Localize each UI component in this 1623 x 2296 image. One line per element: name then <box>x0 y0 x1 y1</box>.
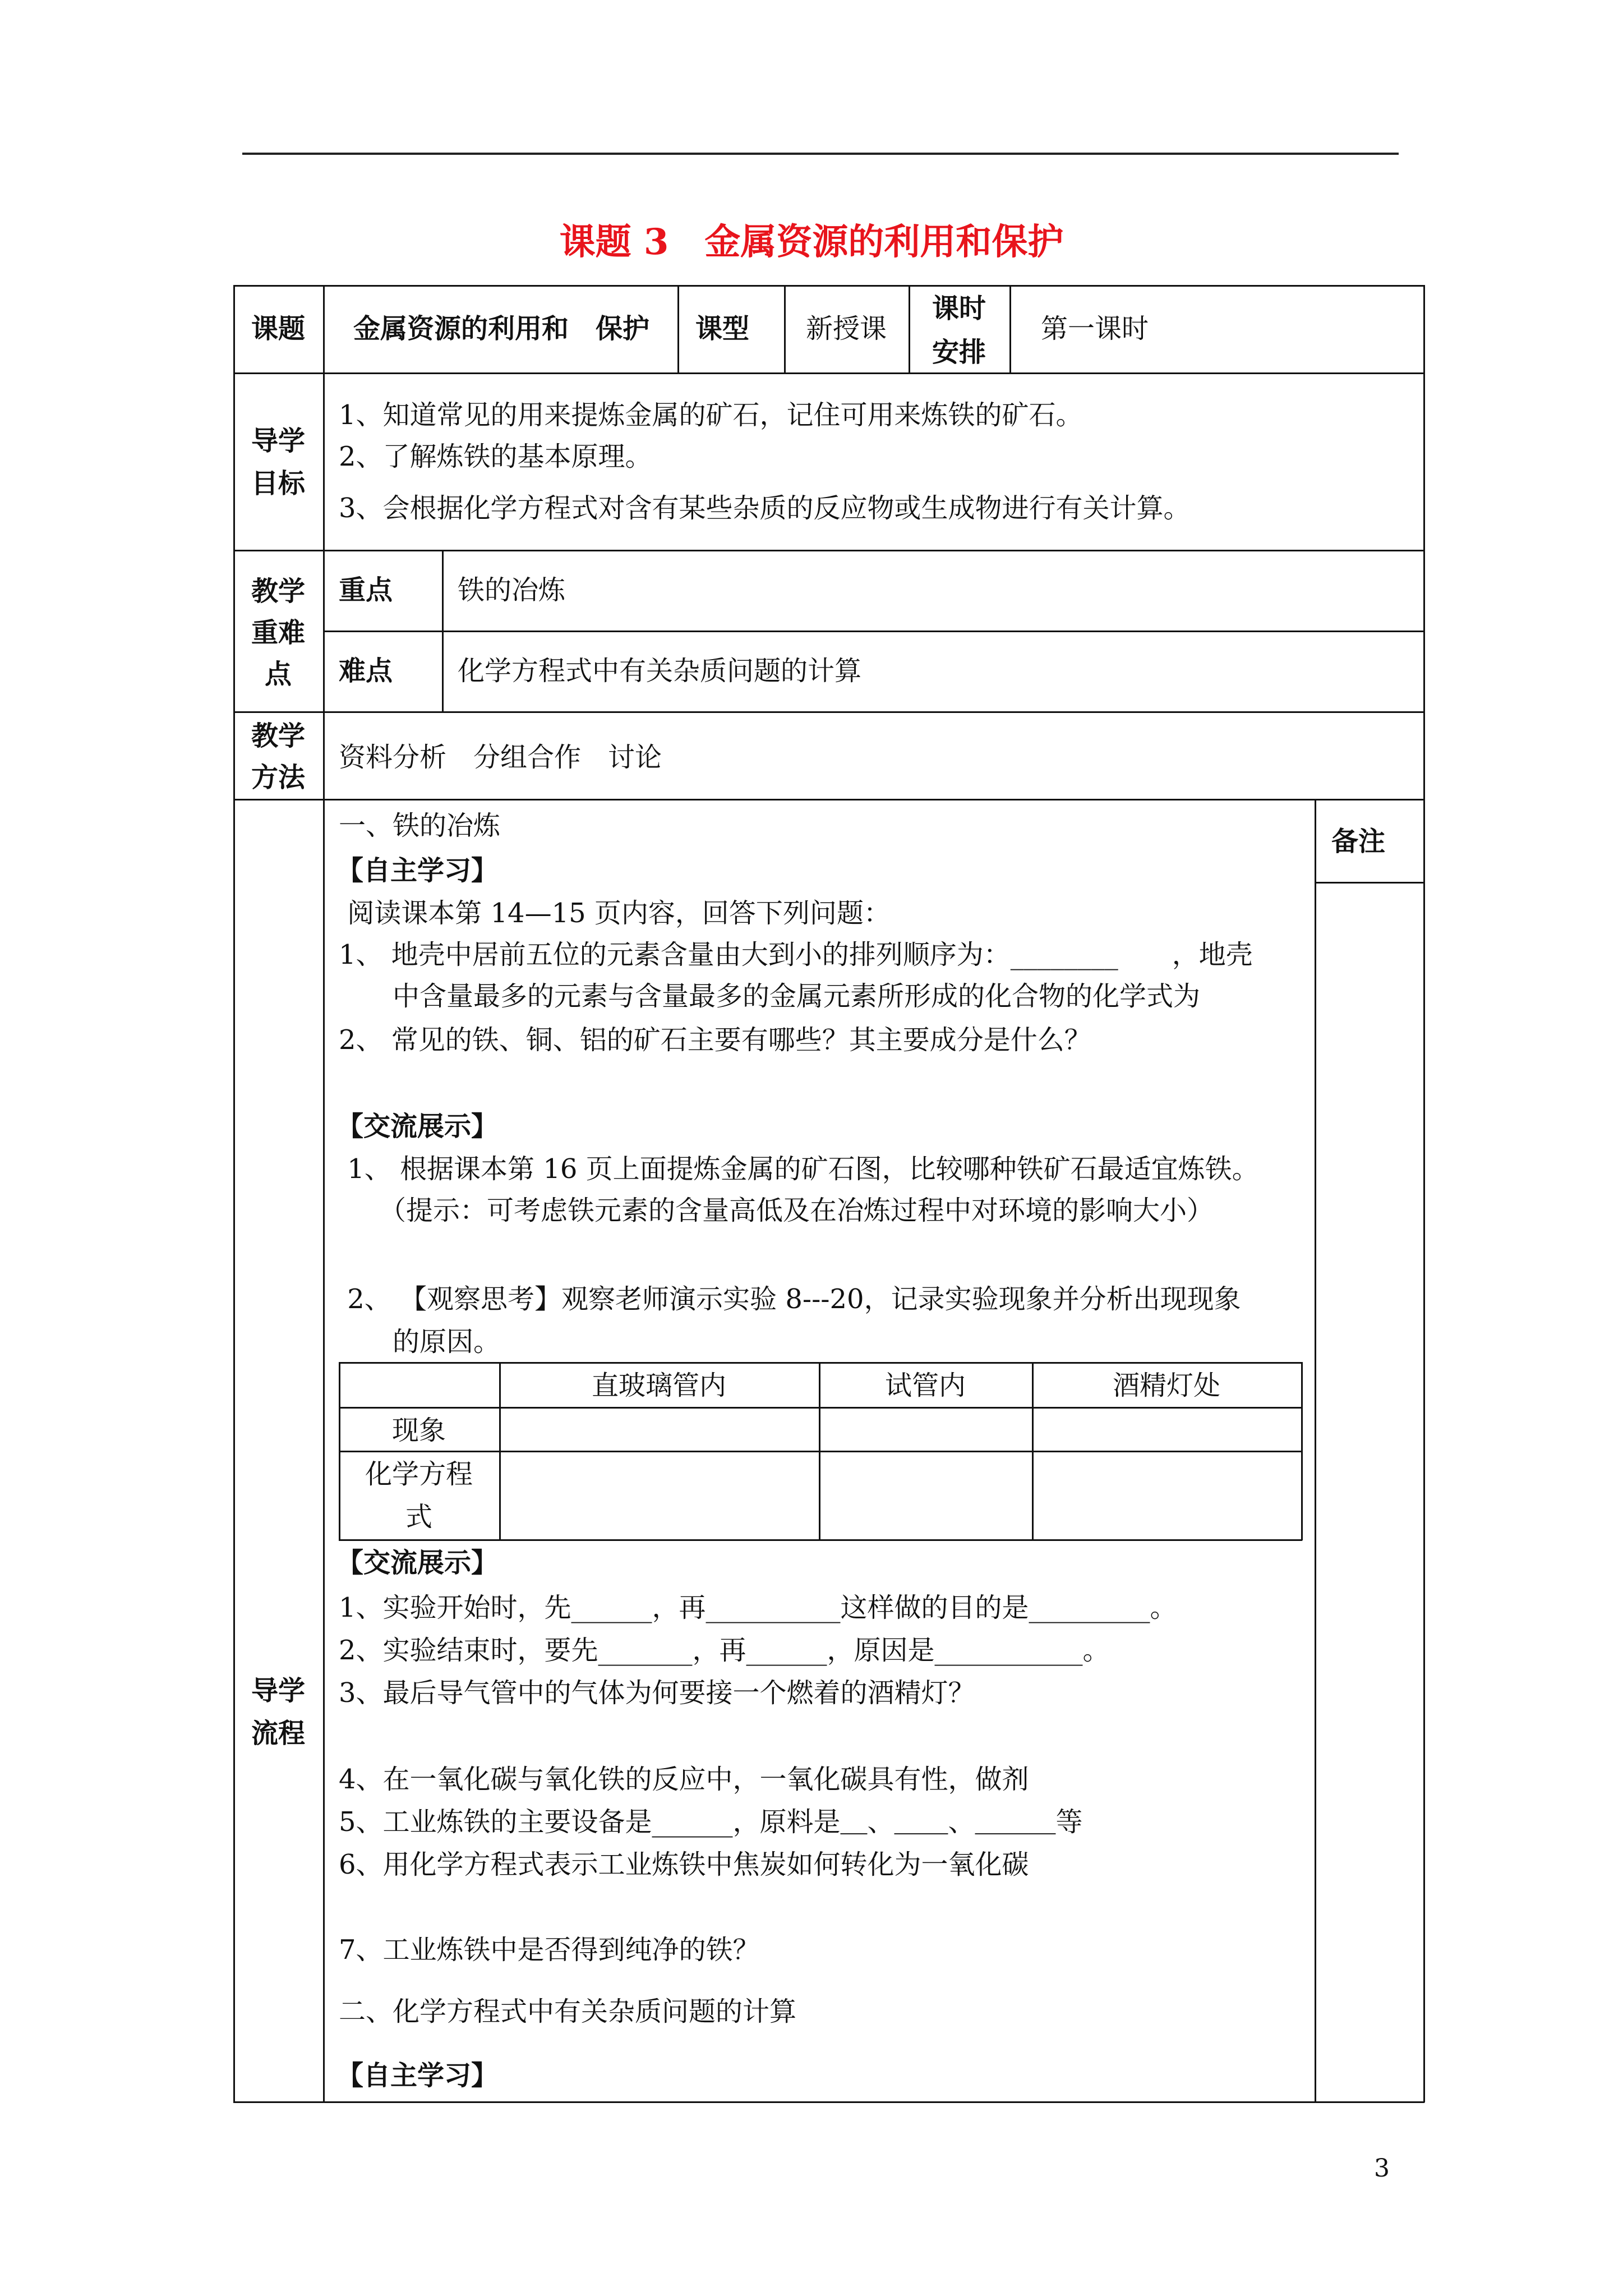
obs-header-lamp: 酒精灯处 <box>1112 1370 1220 1401</box>
difficult-point-value: 化学方程式中有关杂质问题的计算 <box>458 655 862 687</box>
process-line: 阅读课本第 14—15 页内容，回答下列问题： <box>339 898 891 929</box>
topic-label: 课题 <box>251 313 305 344</box>
header-rule <box>242 153 1399 155</box>
objective-item: 2、了解炼铁的基本原理。 <box>339 441 652 472</box>
obs-header-tube: 直玻璃管内 <box>591 1370 726 1401</box>
process-line: 一、铁的冶炼 <box>339 810 501 841</box>
process-line: 1、 根据课本第 16 页上面提炼金属的矿石图，比较哪种铁矿石最适宜炼铁。 <box>339 1153 1259 1185</box>
process-line: 2、 常见的铁、铜、铝的矿石主要有哪些？其主要成分是什么？ <box>339 1024 1091 1056</box>
process-line: 二、化学方程式中有关杂质问题的计算 <box>339 1996 797 2027</box>
obs-row-equation-2: 式 <box>405 1501 432 1533</box>
process-line: 【交流展示】 <box>336 1111 499 1142</box>
schedule-value: 第一课时 <box>1041 313 1149 344</box>
process-line: 2、 【观察思考】观察老师演示实验 8---20，记录实验现象并分析出现现象 <box>339 1283 1241 1315</box>
type-label: 课型 <box>695 313 750 344</box>
process-label-2: 流程 <box>251 1718 305 1749</box>
process-line: 6、用化学方程式表示工业炼铁中焦炭如何转化为一氧化碳 <box>339 1849 1029 1880</box>
remark-label: 备注 <box>1331 826 1386 857</box>
keypoints-label-1: 教学 <box>251 576 305 607</box>
key-point-label: 重点 <box>339 574 393 606</box>
objective-item: 3、会根据化学方程式对含有某些杂质的反应物或生成物进行有关计算。 <box>339 493 1191 524</box>
method-value: 资料分析 分组合作 讨论 <box>339 742 662 773</box>
process-line: 1、 地壳中居前五位的元素含量由大到小的排列顺序为：________ ，地壳 <box>339 939 1253 970</box>
method-label-1: 教学 <box>251 720 305 752</box>
keypoints-label-3: 点 <box>264 659 292 690</box>
difficult-point-label: 难点 <box>339 655 393 687</box>
process-line: 4、在一氧化碳与氧化铁的反应中，一氧化碳具有性，做剂 <box>339 1764 1029 1795</box>
process-line: 【自主学习】 <box>336 2060 499 2091</box>
keypoints-label-2: 重难 <box>251 617 305 648</box>
process-line: 的原因。 <box>339 1326 501 1358</box>
type-value: 新授课 <box>805 313 887 344</box>
process-line: 2、实验结束时，要先_______，再______，原因是___________。 <box>339 1635 1110 1666</box>
objectives-label-1: 导学 <box>251 425 305 457</box>
obs-row-equation-1: 化学方程 <box>365 1458 473 1490</box>
method-label-2: 方法 <box>251 762 305 793</box>
process-line: 中含量最多的元素与含量最多的金属元素所形成的化合物的化学式为 <box>339 981 1201 1012</box>
schedule-label-1: 课时 <box>932 293 986 324</box>
page-number: 3 <box>1374 2154 1390 2183</box>
key-point-value: 铁的冶炼 <box>458 574 566 606</box>
process-line: （提示：可考虑铁元素的含量高低及在冶炼过程中对环境的影响大小） <box>339 1195 1214 1226</box>
process-line: 【自主学习】 <box>336 855 499 886</box>
process-line: 【交流展示】 <box>336 1547 499 1579</box>
obs-header-test-tube: 试管内 <box>884 1370 966 1401</box>
process-line: 1、实验开始时，先______，再__________这样做的目的是_________。 <box>339 1592 1177 1623</box>
obs-row-phenomenon: 现象 <box>391 1415 446 1446</box>
schedule-label-2: 安排 <box>932 337 986 368</box>
topic-value: 金属资源的利用和 保护 <box>353 313 650 344</box>
process-label-1: 导学 <box>251 1675 305 1706</box>
process-line: 3、最后导气管中的气体为何要接一个燃着的酒精灯？ <box>339 1677 975 1709</box>
objective-item: 1、知道常见的用来提炼金属的矿石，记住可用来炼铁的矿石。 <box>339 399 1083 431</box>
process-line: 5、工业炼铁的主要设备是______，原料是＿、＿＿、＿＿＿等 <box>339 1806 1083 1838</box>
objectives-label-2: 目标 <box>251 468 305 499</box>
process-line: 7、工业炼铁中是否得到纯净的铁？ <box>339 1934 760 1966</box>
page-title: 课题 3 金属资源的利用和保护 <box>559 221 1064 263</box>
